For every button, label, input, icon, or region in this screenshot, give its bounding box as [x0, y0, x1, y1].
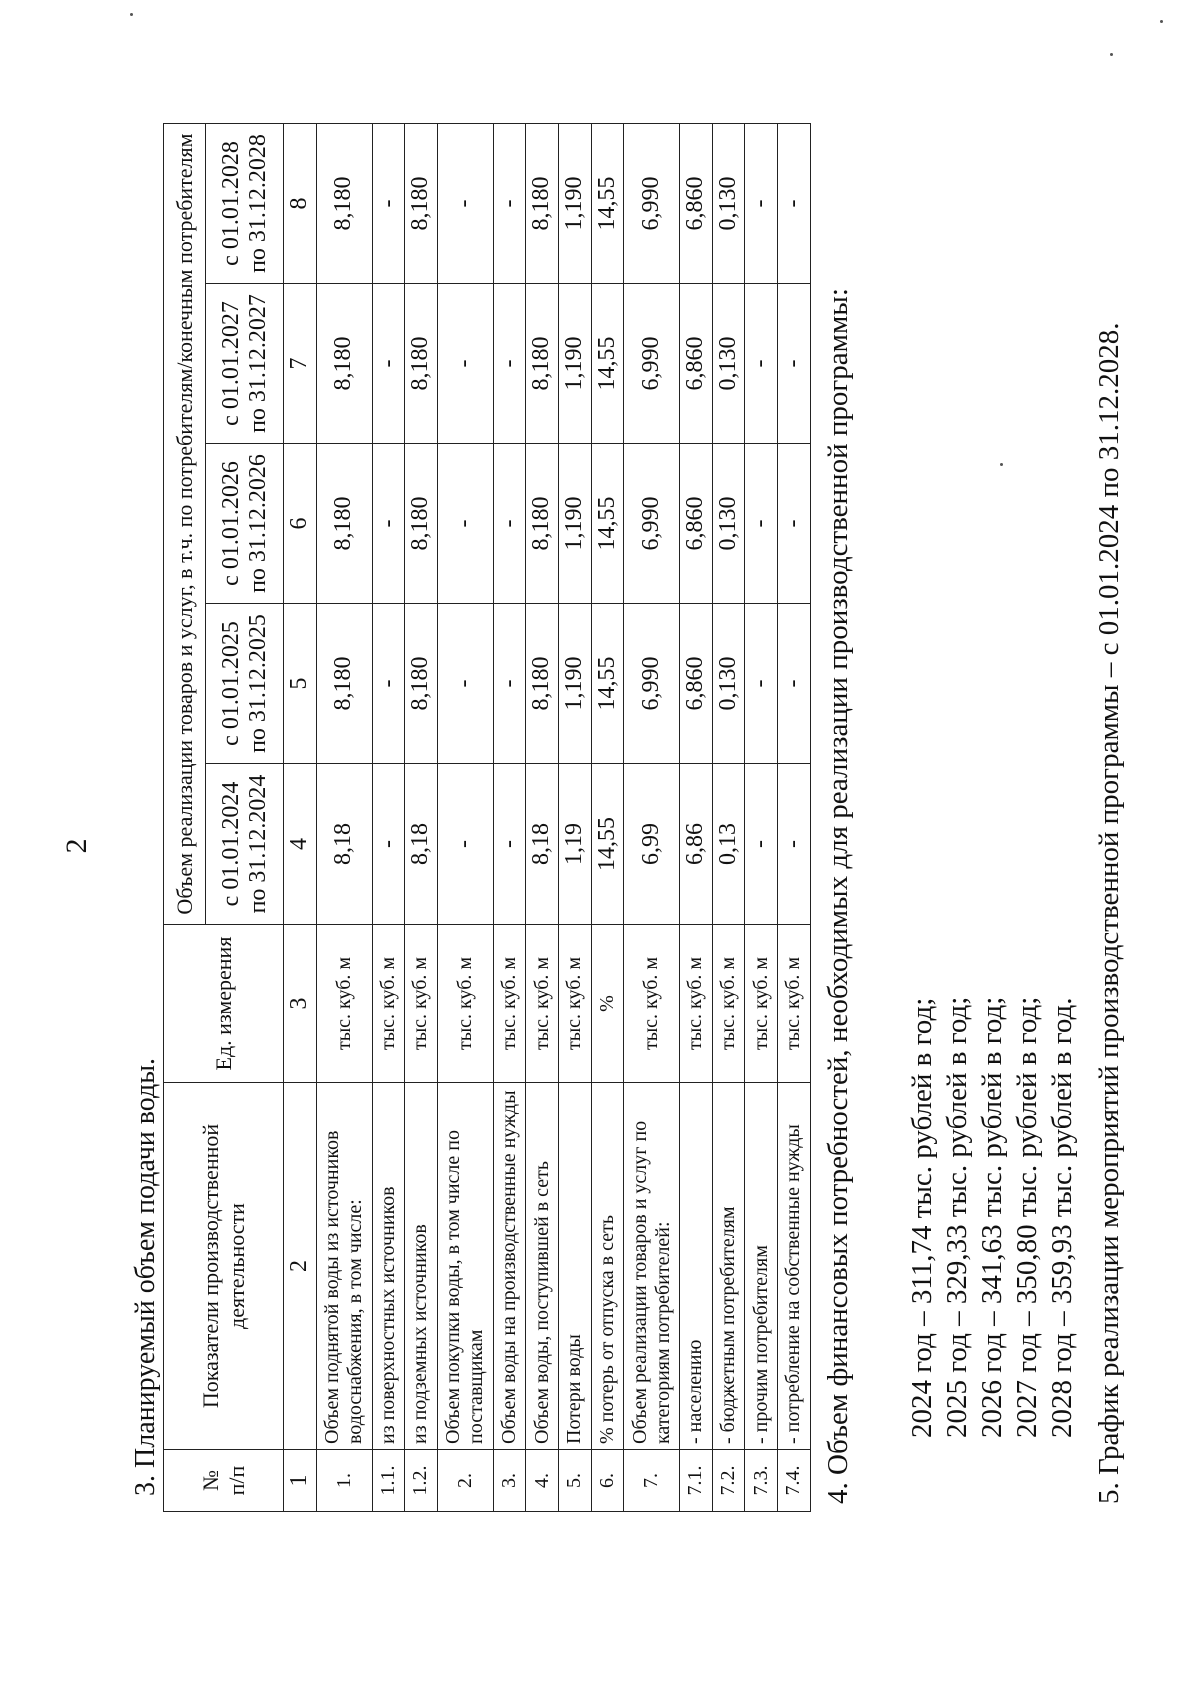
- table-row: [777, 123, 810, 1511]
- row-value: -: [745, 123, 778, 283]
- page-number: 2: [60, 838, 93, 854]
- row-value: 0,13: [712, 764, 745, 925]
- row-value: -: [745, 604, 778, 764]
- row-unit: тыс. куб. м: [777, 925, 810, 1083]
- row-num: 2.: [437, 1450, 493, 1512]
- column-index: 6: [284, 444, 317, 604]
- row-value: 14,55: [591, 604, 624, 764]
- table-row: [591, 123, 624, 1511]
- column-index: 1: [284, 1450, 317, 1512]
- header-indicator: Показатели производственной деятельности: [164, 1083, 284, 1450]
- header-period: с 01.01.2025 по 31.12.2025: [206, 604, 284, 764]
- row-value: -: [493, 284, 526, 444]
- row-num: 6.: [591, 1450, 624, 1512]
- row-value: 14,55: [591, 764, 624, 925]
- water-supply-table-container: [163, 124, 811, 1512]
- row-value: -: [372, 284, 405, 444]
- row-value: -: [777, 444, 810, 604]
- section-5-title: 5. График реализации мероприятий производственной программы – с 01.01.2024 по 31.12.2028.: [1093, 322, 1125, 1504]
- row-value: 6,990: [624, 284, 680, 444]
- financial-needs-item: 2026 год – 341,63 тыс. рублей в год;: [976, 996, 1008, 1438]
- row-unit: тыс. куб. м: [405, 925, 438, 1083]
- row-unit: тыс. куб. м: [526, 925, 559, 1083]
- header-unit: Ед. измерения: [164, 925, 284, 1083]
- row-value: -: [777, 284, 810, 444]
- row-indicator: Потери воды: [558, 1083, 591, 1450]
- header-period: с 01.01.2027 по 31.12.2027: [206, 284, 284, 444]
- row-value: -: [493, 444, 526, 604]
- row-indicator: - бюджетным потребителям: [712, 1083, 745, 1450]
- table-row: [372, 123, 405, 1511]
- header-period: с 01.01.2028 по 31.12.2028: [206, 123, 284, 283]
- row-num: 7.2.: [712, 1450, 745, 1512]
- row-value: 1,190: [558, 284, 591, 444]
- row-value: -: [372, 604, 405, 764]
- column-index-row: [284, 123, 317, 1511]
- financial-needs-item: 2027 год – 350,80 тыс. рублей в год;: [1011, 996, 1043, 1438]
- row-value: 8,180: [316, 284, 372, 444]
- scan-speck: [1160, 20, 1163, 23]
- row-value: -: [437, 604, 493, 764]
- row-value: -: [437, 123, 493, 283]
- row-value: 8,180: [405, 444, 438, 604]
- section-4-title: 4. Объем финансовых потребностей, необходимых для реализации производственной программы:: [822, 288, 854, 1504]
- row-indicator: Объем реализации товаров и услуг по категориям потребителей:: [624, 1083, 680, 1450]
- header-num: № п/п: [164, 1450, 284, 1512]
- row-unit: тыс. куб. м: [316, 925, 372, 1083]
- row-value: -: [493, 123, 526, 283]
- row-indicator: Объем воды на производственные нужды: [493, 1083, 526, 1450]
- row-value: 1,190: [558, 604, 591, 764]
- row-value: 8,180: [316, 604, 372, 764]
- financial-needs-item: 2024 год – 311,74 тыс. рублей в год;: [906, 997, 938, 1438]
- row-num: 1.2.: [405, 1450, 438, 1512]
- row-value: 8,180: [405, 284, 438, 444]
- scan-speck: [130, 13, 133, 16]
- row-num: 7.3.: [745, 1450, 778, 1512]
- table-row: [437, 123, 493, 1511]
- row-indicator: % потерь от отпуска в сеть: [591, 1083, 624, 1450]
- row-unit: тыс. куб. м: [680, 925, 713, 1083]
- row-value: 1,190: [558, 123, 591, 283]
- row-unit: тыс. куб. м: [745, 925, 778, 1083]
- table-row: [526, 123, 559, 1511]
- row-num: 3.: [493, 1450, 526, 1512]
- row-value: -: [493, 604, 526, 764]
- row-value: 6,990: [624, 123, 680, 283]
- row-value: 8,180: [526, 284, 559, 444]
- section-3-title: 3. Планируемый объем подачи воды.: [130, 1057, 161, 1496]
- row-value: 6,990: [624, 444, 680, 604]
- row-value: -: [777, 604, 810, 764]
- scan-speck: [1000, 463, 1003, 466]
- row-unit: тыс. куб. м: [493, 925, 526, 1083]
- table-row: [316, 123, 372, 1511]
- row-value: -: [745, 444, 778, 604]
- row-value: 1,19: [558, 764, 591, 925]
- header-period: с 01.01.2024 по 31.12.2024: [206, 764, 284, 925]
- row-num: 7.1.: [680, 1450, 713, 1512]
- row-value: 0,130: [712, 604, 745, 764]
- row-num: 7.: [624, 1450, 680, 1512]
- row-indicator: из подземных источников: [405, 1083, 438, 1450]
- row-num: 4.: [526, 1450, 559, 1512]
- row-value: -: [372, 764, 405, 925]
- row-value: 8,180: [526, 123, 559, 283]
- row-indicator: - потребление на собственные нужды: [777, 1083, 810, 1450]
- row-value: -: [372, 444, 405, 604]
- table-row: [624, 123, 680, 1511]
- row-unit: тыс. куб. м: [624, 925, 680, 1083]
- row-value: -: [437, 284, 493, 444]
- table-row: [493, 123, 526, 1511]
- row-num: 5.: [558, 1450, 591, 1512]
- row-indicator: Объем поднятой воды из источников водоснабжения, в том числе:: [316, 1083, 372, 1450]
- row-value: 14,55: [591, 123, 624, 283]
- row-value: -: [372, 123, 405, 283]
- table-header-row: [164, 123, 206, 1511]
- row-value: -: [745, 284, 778, 444]
- financial-needs-item: 2025 год – 329,33 тыс. рублей в год;: [941, 996, 973, 1438]
- row-value: 6,99: [624, 764, 680, 925]
- row-value: 8,180: [316, 123, 372, 283]
- row-unit: тыс. куб. м: [437, 925, 493, 1083]
- row-value: 8,180: [526, 444, 559, 604]
- scan-speck: [1110, 53, 1113, 56]
- row-value: 0,130: [712, 444, 745, 604]
- row-value: -: [493, 764, 526, 925]
- table-row: [405, 123, 438, 1511]
- column-index: 2: [284, 1083, 317, 1450]
- row-indicator: из поверхностных источников: [372, 1083, 405, 1450]
- row-value: -: [777, 123, 810, 283]
- row-value: 6,86: [680, 764, 713, 925]
- column-index: 7: [284, 284, 317, 444]
- row-value: 8,180: [316, 444, 372, 604]
- column-index: 8: [284, 123, 317, 283]
- row-unit: тыс. куб. м: [558, 925, 591, 1083]
- header-period: с 01.01.2026 по 31.12.2026: [206, 444, 284, 604]
- row-value: 6,990: [624, 604, 680, 764]
- row-value: -: [437, 764, 493, 925]
- row-value: 8,18: [316, 764, 372, 925]
- row-value: -: [437, 444, 493, 604]
- row-value: 6,860: [680, 284, 713, 444]
- row-value: 14,55: [591, 444, 624, 604]
- table-row: [712, 123, 745, 1511]
- row-indicator: - прочим потребителям: [745, 1083, 778, 1450]
- row-indicator: Объем воды, поступившей в сеть: [526, 1083, 559, 1450]
- table-row: [745, 123, 778, 1511]
- column-index: 4: [284, 764, 317, 925]
- row-value: 8,180: [526, 604, 559, 764]
- row-value: 8,180: [405, 123, 438, 283]
- column-index: 5: [284, 604, 317, 764]
- row-value: 0,130: [712, 284, 745, 444]
- row-value: 8,18: [405, 764, 438, 925]
- row-value: 6,860: [680, 444, 713, 604]
- row-value: 6,860: [680, 123, 713, 283]
- row-unit: тыс. куб. м: [712, 925, 745, 1083]
- water-supply-volume-table: [163, 123, 811, 1512]
- table-row: [680, 123, 713, 1511]
- row-indicator: Объем покупки воды, в том числе по поставщикам: [437, 1083, 493, 1450]
- row-num: 1.: [316, 1450, 372, 1512]
- column-index: 3: [284, 925, 317, 1083]
- row-value: 14,55: [591, 284, 624, 444]
- financial-needs-list: [905, 997, 1080, 1438]
- row-value: -: [777, 764, 810, 925]
- row-value: 0,130: [712, 123, 745, 283]
- financial-needs-item: 2028 год – 359,93 тыс. рублей в год.: [1046, 997, 1078, 1438]
- row-value: 1,190: [558, 444, 591, 604]
- row-value: 6,860: [680, 604, 713, 764]
- row-value: -: [745, 764, 778, 925]
- row-unit: %: [591, 925, 624, 1083]
- row-unit: тыс. куб. м: [372, 925, 405, 1083]
- row-indicator: - населению: [680, 1083, 713, 1450]
- row-value: 8,180: [405, 604, 438, 764]
- table-row: [558, 123, 591, 1511]
- row-num: 7.4.: [777, 1450, 810, 1512]
- row-value: 8,18: [526, 764, 559, 925]
- row-num: 1.1.: [372, 1450, 405, 1512]
- header-volume-group: Объем реализации товаров и услуг, в т.ч. по потребителям/конечным потребителям: [164, 123, 206, 924]
